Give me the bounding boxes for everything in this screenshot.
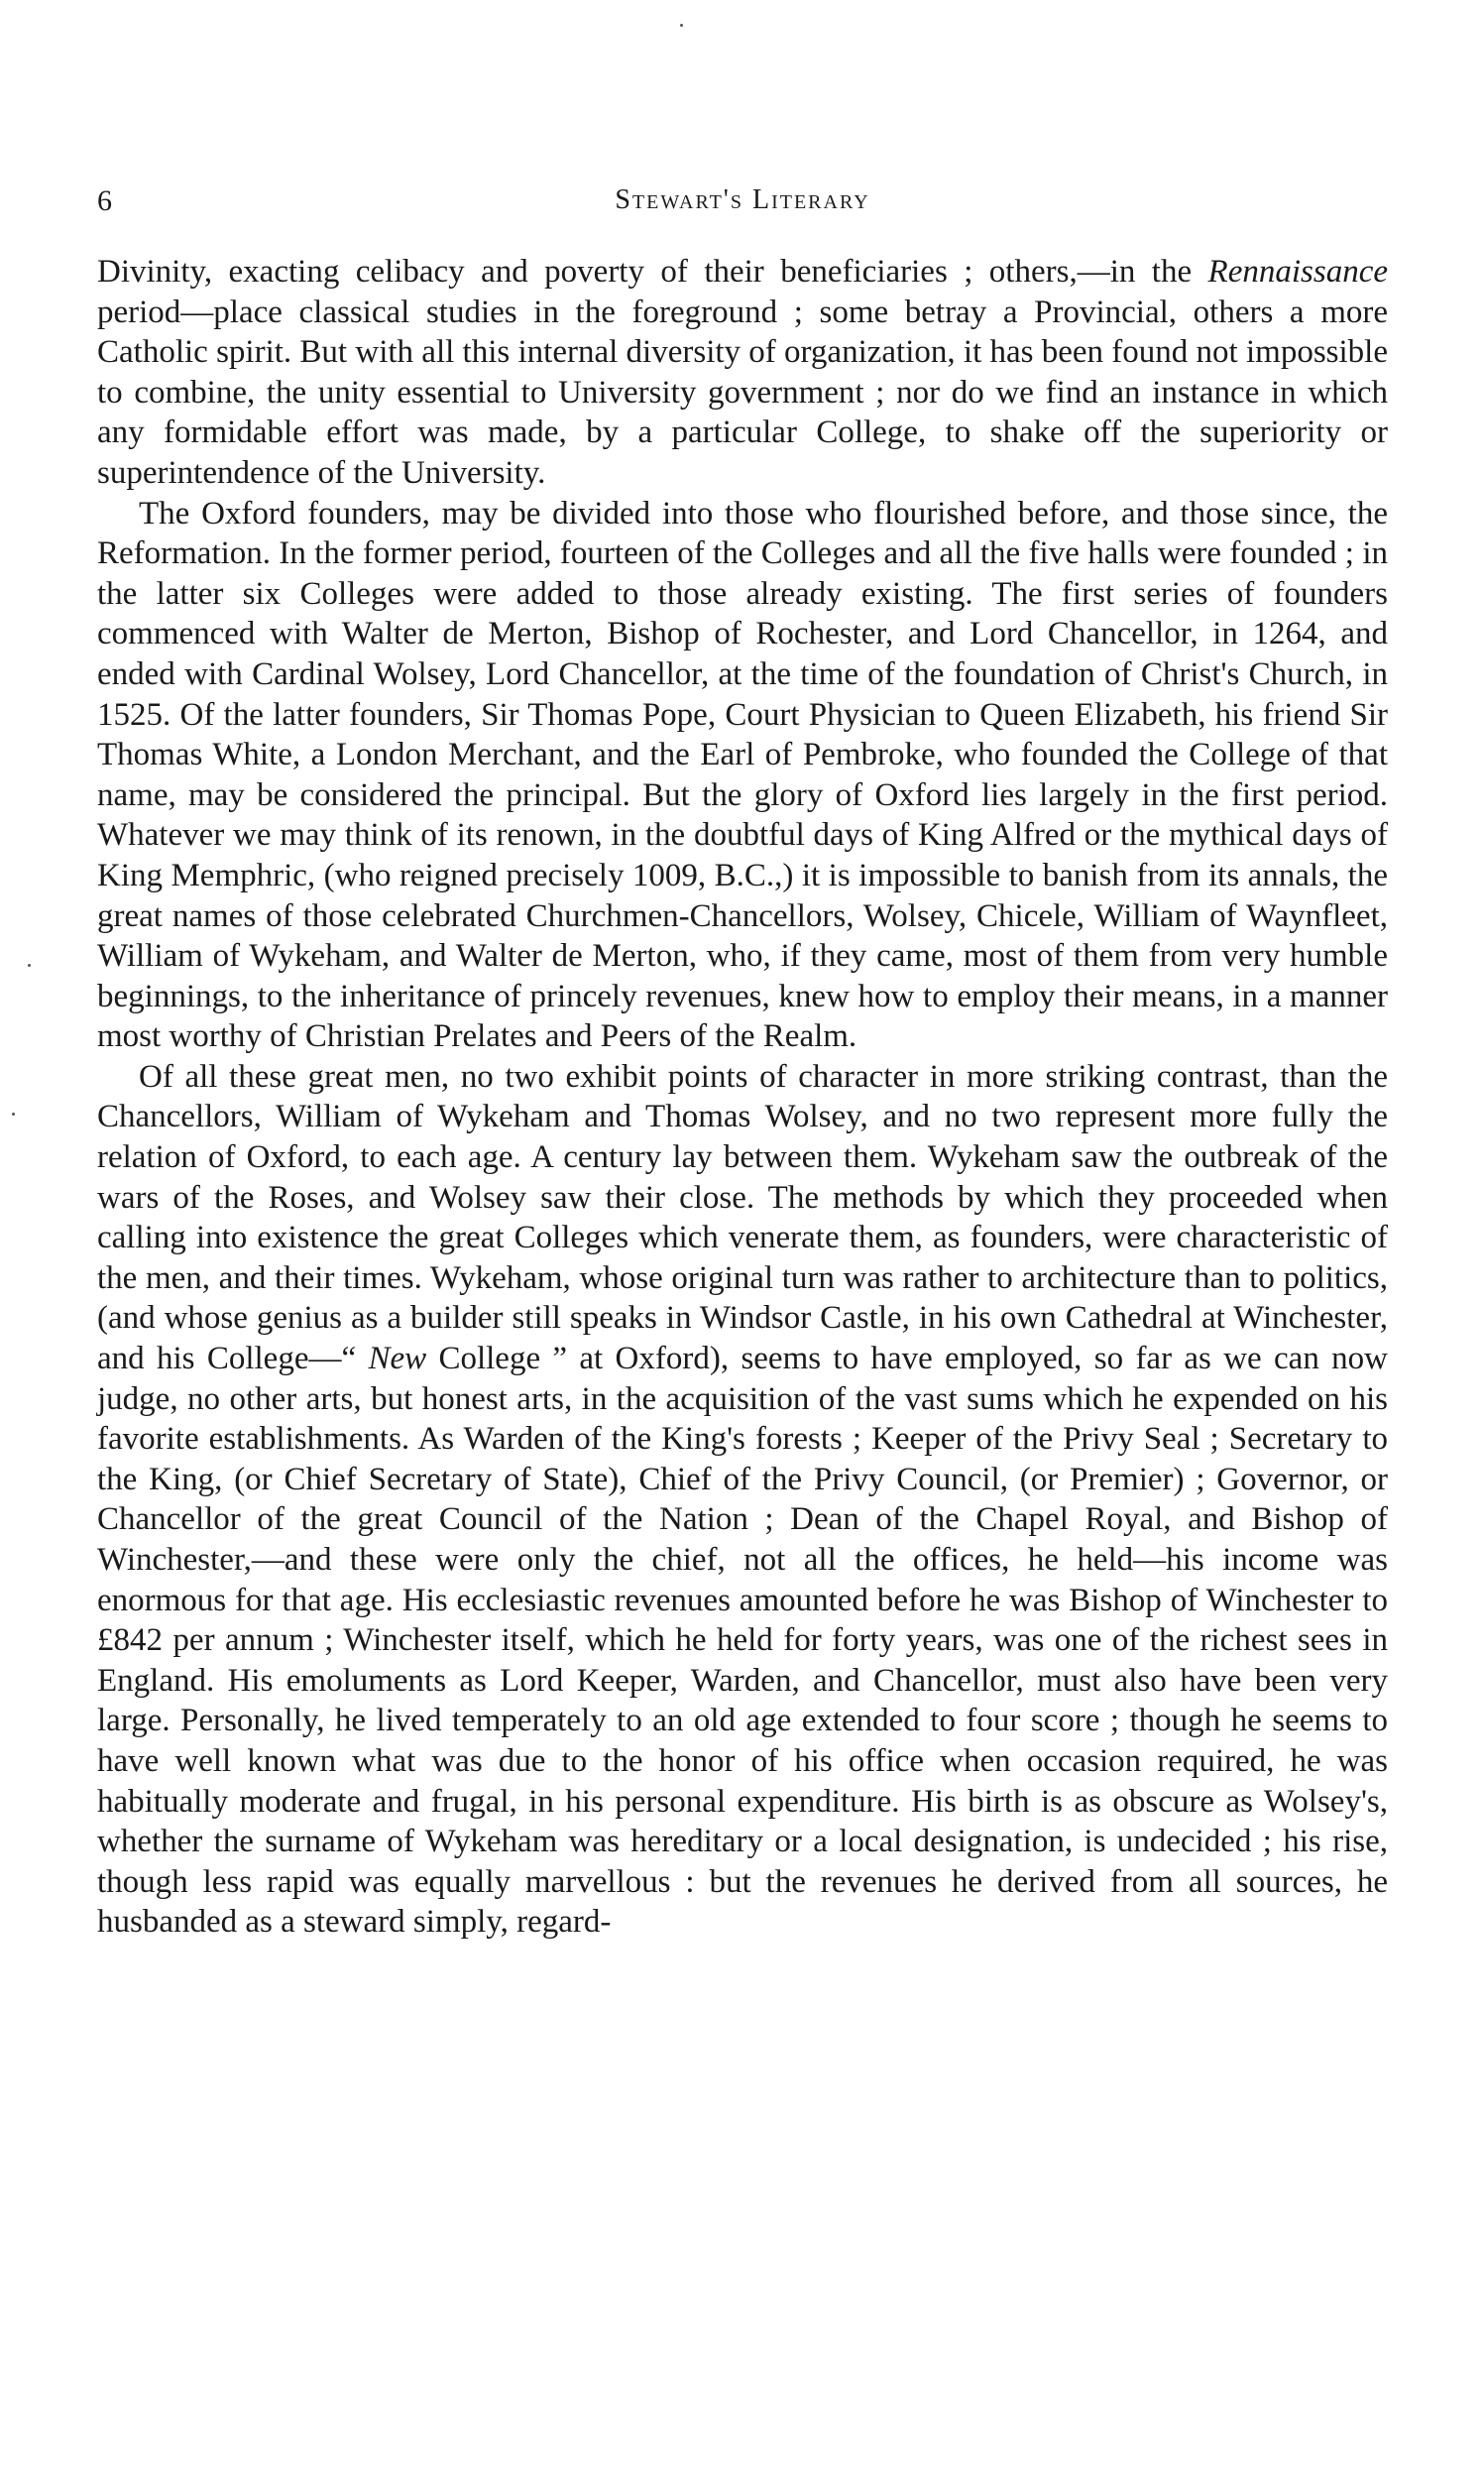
running-title: Stewart's Literary: [615, 184, 870, 215]
italic-text: New: [368, 1341, 427, 1377]
paragraph: [97, 494, 1388, 1057]
text-run: College ” at Oxford), seems to have employed, so far as we can now judge, no other arts, but honest arts, in the acquisition of the vast sums which he expended on his favorite establishments. As Warden of the King's forests ; Keeper of the Privy Seal ; Secretary to the King, (or Chief Secretary of State), Chief of the Privy Council, (or Premier) ; Governor, or Chancellor of the great Council of the Nation ; Dean of the Chapel Royal, and Bishop of Winchester,—and these were only the chief, not all the offices, he held—his income was enormous for that age. His ecclesiastic revenues amounted before he was Bishop of Winchester to £842 per annum ; Winchester itself, which he held for forty years, was one of the richest sees in England. His emoluments as Lord Keeper, Warden, and Chancellor, must also have been very large. Personally, he lived temperately to an old age extended to four score ; though he seems to have well known what was due to the honor of his office when occasion required, he was habitually moderate and frugal, in his personal expenditure. His birth is as obscure as Wolsey's, whether the surname of Wykeham was hereditary or a local designation, is undecided ; his rise, though less rapid was equally marvellous : but the revenues he derived from all sources, he husbanded as a steward simply, regard-: [97, 1341, 1388, 1941]
running-head: [97, 178, 1388, 228]
page-number: 6: [97, 184, 112, 217]
text-run: Divinity, exacting celibacy and poverty of their beneficiaries ; others,—in the: [97, 254, 1208, 290]
paper-speck: [12, 1113, 15, 1116]
paper-speck: [28, 964, 31, 967]
text-run: The Oxford founders, may be divided into those who flourished before, and those since, the Reformation. In the former period, fourteen of the Colleges and all the five halls were founded ; in the latter six Colleges were added to those already existing. The first series of founders commenced with Walter de Merton, Bishop of Rochester, and Lord Chancellor, in 1264, and ended with Cardinal Wolsey, Lord Chancellor, at the time of the foundation of Christ's Church, in 1525. Of the latter founders, Sir Thomas Pope, Court Physician to Queen Elizabeth, his friend Sir Thomas White, a London Merchant, and the Earl of Pembroke, who founded the College of that name, may be considered the principal. But the glory of Oxford lies largely in the first period. Whatever we may think of its renown, in the doubtful days of King Alfred or the mythical days of King Memphric, (who reigned precisely 1009, B.C.,) it is impossible to banish from its annals, the great names of those celebrated Churchmen-Chancellors, Wolsey, Chicele, William of Waynfleet, William of Wykeham, and Walter de Merton, who, if they came, most of them from very humble beginnings, to the inheritance of princely revenues, knew how to employ their means, in a manner most worthy of Christian Prelates and Peers of the Realm.: [97, 495, 1388, 1055]
paper-speck: [680, 24, 683, 27]
italic-text: Rennaissance: [1207, 254, 1388, 290]
body-text: [97, 252, 1388, 1943]
paragraph: [97, 252, 1388, 494]
text-run: Of all these great men, no two exhibit points of character in more striking contrast, than the Chancellors, William of Wykeham and Thomas Wolsey, and no two represent more fully the relation of Oxford, to each age. A century lay between them. Wykeham saw the outbreak of the wars of the Roses, and Wolsey saw their close. The methods by which they proceeded when calling into existence the great Colleges which venerate them, as founders, were characteristic of the men, and their times. Wykeham, whose original turn was rather to architecture than to politics, (and whose genius as a builder still speaks in Windsor Castle, in his own Cathedral at Winchester, and his College—“: [97, 1058, 1388, 1377]
paragraph: [97, 1057, 1388, 1943]
text-run: period—place classical studies in the foreground ; some betray a Provincial, others a more Catholic spirit. But with all this internal diversity of organization, it has been found not impossible to combine, the unity essential to University government ; nor do we find an instance in which any formidable effort was made, by a particular College, to shake off the superiority or superintendence of the University.: [97, 294, 1388, 491]
book-page: [97, 178, 1388, 1943]
